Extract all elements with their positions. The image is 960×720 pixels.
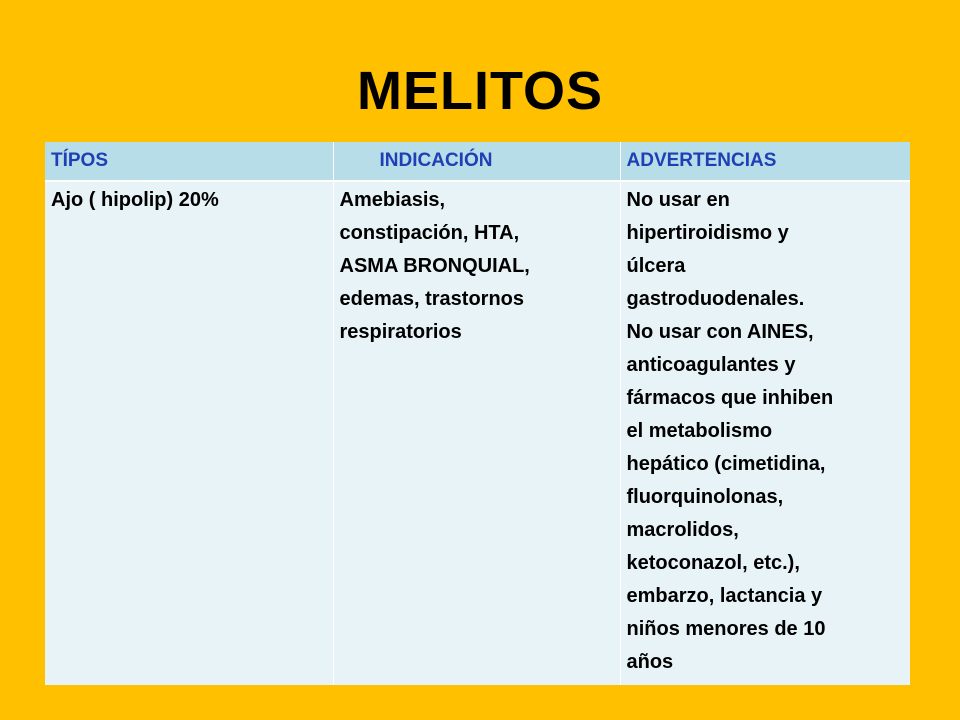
tipos-text: Ajo ( hipolip) 20% bbox=[51, 189, 219, 211]
header-indicacion: INDICACIÓN bbox=[333, 142, 620, 181]
advertencias-text: No usar en hipertiroidismo y úlcera gastroduodenales. No usar con AINES, anticoagulantes y fármacos que inhiben el metabolismo hepático (cimetidina, fluorquinolonas, macrolidos, ketoconazol, etc.), embarzo, lactancia y niños menores de 10 años bbox=[626, 189, 834, 673]
info-table bbox=[45, 142, 910, 685]
table-row bbox=[45, 181, 910, 685]
indicacion-text: Amebiasis, constipación, HTA, ASMA BRONQUIAL, edemas, trastornos respiratorios bbox=[339, 189, 530, 343]
cell-advertencias bbox=[620, 181, 910, 685]
slide-title: MELITOS bbox=[356, 61, 604, 121]
table-header-row bbox=[45, 142, 910, 181]
header-tipos: TÍPOS bbox=[45, 142, 333, 181]
cell-indicacion bbox=[333, 181, 620, 685]
header-advertencias: ADVERTENCIAS bbox=[620, 142, 910, 181]
cell-tipos bbox=[45, 181, 333, 685]
